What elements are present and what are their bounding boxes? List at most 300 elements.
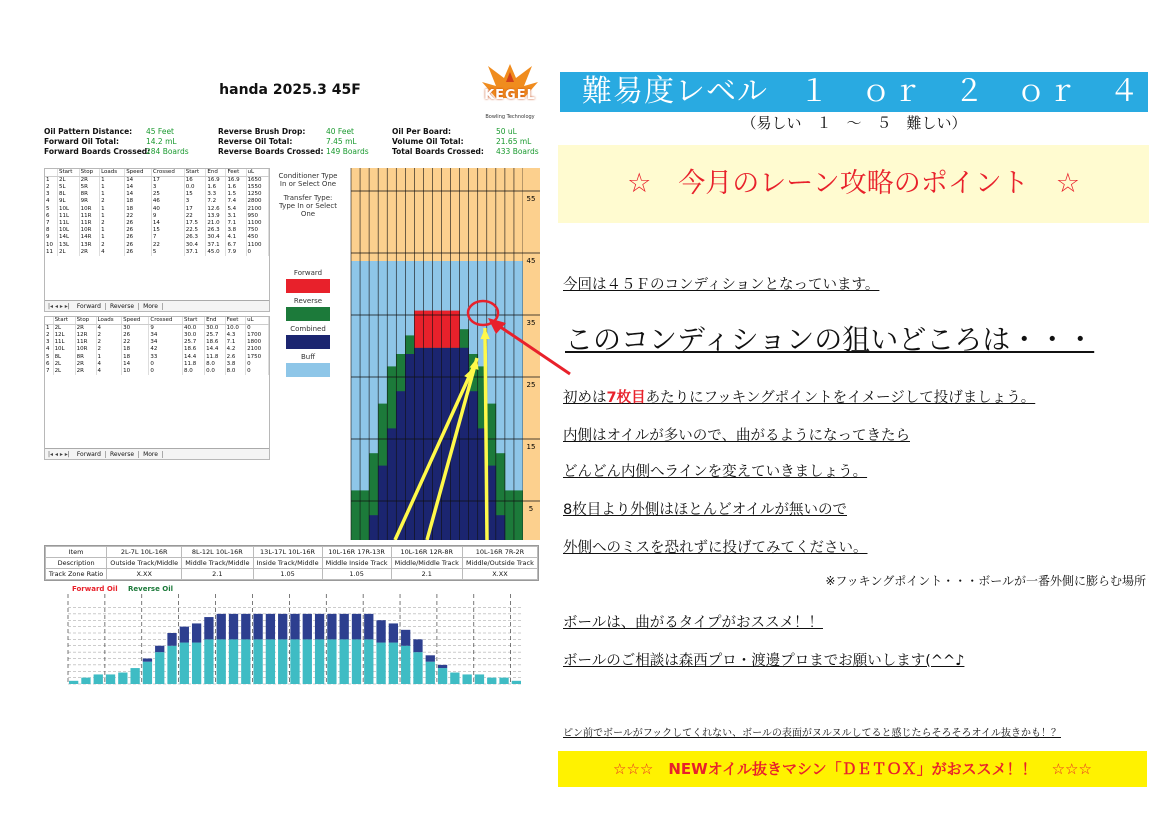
table-cell[interactable]: 18 <box>125 206 152 213</box>
table-cell[interactable]: 16.9 <box>206 177 226 185</box>
table-cell[interactable]: 3.8 <box>226 227 246 234</box>
table-cell[interactable]: 2 <box>100 198 125 205</box>
table-cell[interactable]: 6 <box>45 361 53 368</box>
table-cell: Middle/Outside Track <box>462 558 537 569</box>
table-cell[interactable]: 2 <box>100 242 125 249</box>
table-cell[interactable]: 13.9 <box>206 213 226 220</box>
param-value: 7.45 mL <box>326 137 357 146</box>
table-cell[interactable]: 12.6 <box>206 206 226 213</box>
table-cell[interactable]: 1 <box>100 177 125 185</box>
table-cell[interactable]: 5 <box>45 206 58 213</box>
type-controls <box>278 172 338 224</box>
table-cell[interactable]: 1650 <box>246 177 268 185</box>
oil-legend <box>284 265 332 377</box>
tab-reverse[interactable]: Reverse <box>106 303 139 310</box>
table-cell[interactable]: 1250 <box>246 191 268 198</box>
reverse-oil-bar <box>512 681 521 684</box>
sheet-tabs <box>45 448 269 459</box>
table-cell[interactable]: 1100 <box>246 242 268 249</box>
table-cell[interactable]: 9L <box>58 198 80 205</box>
point-title-box: ☆ 今月のレーン攻略のポイント ☆ <box>558 145 1149 223</box>
table-cell: X.XX <box>462 569 537 580</box>
table-cell[interactable]: 0 <box>149 361 183 368</box>
transfer-select[interactable]: Transfer Type: Type In or Select One <box>278 194 337 218</box>
table-cell[interactable]: 11.8 <box>182 361 204 368</box>
table-cell[interactable]: 14 <box>125 191 152 198</box>
table-cell[interactable]: 4 <box>45 198 58 205</box>
reverse-oil-bar <box>241 639 250 684</box>
table-row <box>45 332 269 339</box>
param-label: Reverse Oil Total: <box>218 137 293 146</box>
table-cell[interactable]: 2 <box>96 332 122 339</box>
feet-tick-label: 5 <box>528 505 534 513</box>
forward-oil-bar <box>340 614 349 640</box>
table-cell[interactable]: 4 <box>96 368 122 375</box>
table-row <box>45 368 269 375</box>
column-header[interactable]: Start <box>58 169 80 177</box>
reverse-oil-bar <box>290 639 299 684</box>
table-cell: Item <box>46 547 107 558</box>
table-cell[interactable]: 18.6 <box>182 346 204 353</box>
table-cell[interactable]: 1 <box>100 206 125 213</box>
table-cell[interactable]: 15 <box>184 191 206 198</box>
oil-cell-reverse <box>351 490 360 540</box>
table-cell[interactable]: 33 <box>149 354 183 361</box>
column-header[interactable]: Feet <box>226 169 246 177</box>
table-cell[interactable]: 2R <box>79 177 99 185</box>
forward-oil-bar <box>352 614 361 640</box>
table-cell[interactable]: 1 <box>100 227 125 234</box>
table-cell[interactable]: 2100 <box>246 346 269 353</box>
table-cell[interactable]: 4.1 <box>226 234 246 241</box>
table-cell[interactable]: 7.1 <box>225 339 246 346</box>
reverse-oil-bar <box>389 643 398 684</box>
table-cell[interactable]: 34 <box>149 339 183 346</box>
table-cell[interactable]: 10 <box>122 368 149 375</box>
table-cell[interactable]: 11L <box>58 220 80 227</box>
reverse-oil-bar <box>327 639 336 684</box>
reverse-oil-bar <box>376 643 385 684</box>
table-cell[interactable]: 46 <box>151 198 184 205</box>
table-cell[interactable]: 26 <box>125 220 152 227</box>
table-cell[interactable]: 11L <box>58 213 80 220</box>
table-cell[interactable]: 17.5 <box>184 220 206 227</box>
param-label: Oil Pattern Distance: <box>44 127 133 136</box>
param-value: 45 Feet <box>146 127 175 136</box>
table-cell[interactable]: 18 <box>122 346 149 353</box>
feet-tick-label: 55 <box>526 195 536 203</box>
table-cell[interactable]: 8L <box>53 354 75 361</box>
forward-oil-bar <box>413 639 422 652</box>
table-cell[interactable]: 1800 <box>246 339 269 346</box>
table-cell[interactable]: 2L <box>53 361 75 368</box>
table-cell[interactable]: 9 <box>151 213 184 220</box>
hook-point-note: ※フッキングポイント・・・ボールが一番外側に膨らむ場所 <box>825 574 1146 588</box>
table-cell[interactable]: 2R <box>75 325 96 333</box>
table-cell[interactable]: 8R <box>75 354 96 361</box>
table-cell[interactable]: 3 <box>45 191 58 198</box>
forward-oil-bar <box>315 614 324 640</box>
table-cell[interactable]: 5L <box>58 184 80 191</box>
tip-line-2: 内側はオイルが多いので、曲がるようになってきたら <box>563 428 910 444</box>
reverse-oil-bar <box>340 639 349 684</box>
table-cell[interactable]: 22 <box>122 339 149 346</box>
table-cell[interactable]: 11.8 <box>205 354 226 361</box>
table-cell[interactable]: 5R <box>79 184 99 191</box>
column-header[interactable]: Stop <box>75 317 96 325</box>
table-cell[interactable]: 2 <box>96 339 122 346</box>
table-cell: 2L-7L 10L-16R <box>107 547 182 558</box>
table-cell[interactable]: 1.6 <box>226 184 246 191</box>
table-cell[interactable]: 0.0 <box>184 184 206 191</box>
table-cell[interactable]: 6 <box>45 213 58 220</box>
table-cell[interactable]: 10R <box>79 206 99 213</box>
table-cell[interactable]: 10.0 <box>225 325 246 333</box>
table-cell[interactable]: 7.1 <box>226 220 246 227</box>
table-cell[interactable]: 10L <box>58 206 80 213</box>
table-cell[interactable]: 2 <box>45 184 58 191</box>
sheet-nav-arrows[interactable]: |◂ ◂ ▸ ▸| <box>48 302 70 310</box>
table-cell[interactable]: 15 <box>151 227 184 234</box>
table-cell: 10L-16R 17R-13R <box>322 547 391 558</box>
difficulty-scale: （易しい １ ～ ５ 難しい） <box>741 114 967 132</box>
table-cell[interactable]: 5 <box>151 249 184 256</box>
table-cell[interactable]: 0.0 <box>205 368 226 375</box>
legend-label: Forward <box>293 269 323 277</box>
table-cell[interactable]: 2.6 <box>225 354 246 361</box>
table-cell[interactable]: 7.4 <box>226 198 246 205</box>
table-cell[interactable]: 1 <box>100 191 125 198</box>
table-cell[interactable]: 1 <box>45 177 58 185</box>
forward-sheet <box>44 168 270 312</box>
table-cell[interactable]: 450 <box>246 234 268 241</box>
reverse-oil-bar <box>450 673 459 684</box>
table-cell[interactable]: 9 <box>149 325 183 333</box>
table-cell[interactable]: 3 <box>151 184 184 191</box>
table-cell[interactable]: 3 <box>45 339 53 346</box>
table-cell[interactable]: 30 <box>122 325 149 333</box>
table-cell[interactable]: 0 <box>246 325 269 333</box>
table-cell[interactable]: 3 <box>184 198 206 205</box>
pattern-title: handa 2025.3 45F <box>219 82 361 98</box>
table-cell[interactable]: 26.3 <box>184 234 206 241</box>
table-cell[interactable]: 950 <box>246 213 268 220</box>
table-row <box>45 346 269 353</box>
table-cell[interactable]: 9R <box>79 198 99 205</box>
table-cell[interactable]: 10 <box>45 242 58 249</box>
table-cell[interactable]: 7 <box>45 220 58 227</box>
table-cell[interactable]: 7.9 <box>226 249 246 256</box>
column-header[interactable]: Feet <box>225 317 246 325</box>
table-cell[interactable]: 13R <box>79 242 99 249</box>
table-cell[interactable]: 45.0 <box>206 249 226 256</box>
ball-tip-2: ボールのご相談は森西プロ・渡邊プロまでお願いします(^^♪ <box>563 653 965 669</box>
table-cell[interactable]: 37.1 <box>206 242 226 249</box>
table-cell[interactable]: 0 <box>246 361 269 368</box>
table-cell[interactable]: 3.8 <box>225 361 246 368</box>
reverse-oil-bar <box>401 646 410 684</box>
column-header[interactable]: Speed <box>122 317 149 325</box>
table-row <box>45 191 269 198</box>
table-cell[interactable]: 18 <box>125 198 152 205</box>
table-cell[interactable]: 14.4 <box>205 346 226 353</box>
table-cell: 2.1 <box>391 569 462 580</box>
table-cell[interactable]: 26 <box>125 242 152 249</box>
table-cell[interactable]: 11L <box>53 339 75 346</box>
oil-cell-combined <box>469 391 478 540</box>
param-value: 433 Boards <box>496 147 539 156</box>
table-cell[interactable]: 4.3 <box>225 332 246 339</box>
table-cell[interactable]: 13L <box>58 242 80 249</box>
feet-tick-label: 15 <box>526 443 536 451</box>
oil-cell-combined <box>369 515 378 540</box>
table-cell[interactable]: 22 <box>184 213 206 220</box>
table-cell[interactable]: 1550 <box>246 184 268 191</box>
table-cell[interactable]: 2R <box>75 368 96 375</box>
forward-oil-bar <box>401 630 410 646</box>
table-cell[interactable]: 26 <box>125 234 152 241</box>
table-cell[interactable]: 5.4 <box>226 206 246 213</box>
table-cell[interactable]: 14L <box>58 234 80 241</box>
legend-swatch-forward <box>286 279 330 293</box>
table-cell[interactable]: 17 <box>184 206 206 213</box>
table-cell[interactable]: 30.4 <box>206 234 226 241</box>
column-header[interactable]: End <box>206 169 226 177</box>
table-cell[interactable]: 1 <box>100 234 125 241</box>
table-cell[interactable]: 18 <box>122 354 149 361</box>
pointer-arrow-head <box>488 318 506 334</box>
reverse-oil-bar <box>266 639 275 684</box>
table-cell[interactable]: 8.0 <box>225 368 246 375</box>
table-cell[interactable]: 1100 <box>246 220 268 227</box>
reverse-oil-bar <box>229 639 238 684</box>
table-cell[interactable]: 6.7 <box>226 242 246 249</box>
table-cell[interactable]: 14 <box>151 220 184 227</box>
table-cell[interactable]: 30.0 <box>182 332 204 339</box>
param-value: 284 Boards <box>146 147 189 156</box>
table-cell[interactable]: 22 <box>151 242 184 249</box>
table-cell[interactable]: 4 <box>45 346 53 353</box>
difficulty-heading: 難易度レベル １ ｏｒ ２ ｏｒ ４ <box>560 72 1148 112</box>
table-cell[interactable]: 4 <box>100 249 125 256</box>
column-header[interactable]: Speed <box>125 169 152 177</box>
sheet-nav-arrows[interactable]: |◂ ◂ ▸ ▸| <box>48 450 70 458</box>
table-cell[interactable]: 34 <box>149 332 183 339</box>
table-cell[interactable]: 8.0 <box>182 368 204 375</box>
table-cell[interactable]: 8 <box>45 227 58 234</box>
param-label: Forward Oil Total: <box>44 137 119 146</box>
table-cell[interactable]: 25.7 <box>182 339 204 346</box>
table-cell[interactable]: 26 <box>122 332 149 339</box>
table-cell[interactable]: 21.0 <box>206 220 226 227</box>
table-cell[interactable]: 16 <box>184 177 206 185</box>
table-cell[interactable]: 10L <box>53 346 75 353</box>
table-cell[interactable]: 1 <box>96 354 122 361</box>
column-header[interactable]: Stop <box>79 169 99 177</box>
oil-cell-forward <box>414 311 423 348</box>
table-cell[interactable]: 22 <box>125 213 152 220</box>
conditioner-select[interactable]: Conditioner Type In or Select One <box>278 172 338 188</box>
table-cell[interactable]: 1.6 <box>206 184 226 191</box>
table-cell[interactable]: 26.3 <box>206 227 226 234</box>
forward-oil-bar <box>155 646 164 652</box>
reverse-oil-bar <box>438 668 447 684</box>
table-cell[interactable]: 2R <box>75 361 96 368</box>
table-cell[interactable]: 9 <box>45 234 58 241</box>
table-cell[interactable]: 1 <box>100 213 125 220</box>
reverse-oil-bar <box>69 681 78 684</box>
table-cell[interactable]: 750 <box>246 227 268 234</box>
table-row <box>45 354 269 361</box>
table-cell[interactable]: 30.0 <box>205 325 226 333</box>
table-cell: 10L-16R 7R-2R <box>462 547 537 558</box>
tab-more[interactable]: More <box>139 451 163 458</box>
table-cell[interactable]: 2L <box>53 325 75 333</box>
table-cell[interactable]: 3.1 <box>226 213 246 220</box>
table-cell[interactable]: 5 <box>45 354 53 361</box>
tab-forward[interactable]: Forward <box>73 303 106 310</box>
param-label: Volume Oil Total: <box>392 137 464 146</box>
column-header[interactable]: Start <box>53 317 75 325</box>
table-cell[interactable]: 2100 <box>246 206 268 213</box>
oil-cell-reverse <box>505 490 514 540</box>
table-cell[interactable]: 4 <box>96 361 122 368</box>
table-cell[interactable]: 14 <box>122 361 149 368</box>
table-cell[interactable]: 7 <box>151 234 184 241</box>
table-cell: 1.05 <box>322 569 391 580</box>
column-header[interactable]: Loads <box>100 169 125 177</box>
reverse-sheet <box>44 316 270 460</box>
table-cell[interactable]: 0 <box>246 368 269 375</box>
param-value: 14.2 mL <box>146 137 177 146</box>
column-header[interactable]: Crossed <box>149 317 183 325</box>
tab-reverse[interactable]: Reverse <box>106 451 139 458</box>
forward-oil-bar <box>167 633 176 646</box>
forward-oil-bar <box>204 617 213 639</box>
column-header[interactable] <box>45 169 58 177</box>
feet-tick-label: 35 <box>526 319 536 327</box>
reverse-oil-bar <box>352 639 361 684</box>
param-label: Oil Per Board: <box>392 127 452 136</box>
oil-cell-reverse <box>514 490 523 540</box>
table-cell[interactable]: 10L <box>58 227 80 234</box>
column-header[interactable]: Crossed <box>151 169 184 177</box>
table-cell[interactable]: 40 <box>151 206 184 213</box>
table-cell[interactable]: 26 <box>125 249 152 256</box>
table-cell[interactable]: 17 <box>151 177 184 185</box>
table-cell[interactable]: 2 <box>100 220 125 227</box>
table-row <box>45 249 269 256</box>
table-cell[interactable]: 10R <box>79 227 99 234</box>
table-cell[interactable]: 26 <box>125 227 152 234</box>
table-cell[interactable]: 12R <box>75 332 96 339</box>
reverse-oil-bar <box>167 646 176 684</box>
table-cell[interactable]: 14R <box>79 234 99 241</box>
table-cell[interactable]: 3.3 <box>206 191 226 198</box>
forward-oil-bar <box>376 620 385 642</box>
table-cell[interactable]: 2L <box>58 249 80 256</box>
table-cell[interactable]: 37.1 <box>184 249 206 256</box>
table-row <box>45 234 269 241</box>
table-cell[interactable]: 14 <box>125 184 152 191</box>
table-cell[interactable]: 7 <box>45 368 53 375</box>
forward-oil-bar <box>253 614 262 640</box>
column-header[interactable] <box>45 317 53 325</box>
table-cell[interactable]: 2L <box>58 177 80 185</box>
table-cell[interactable]: 11R <box>75 339 96 346</box>
table-cell[interactable]: 8L <box>58 191 80 198</box>
pattern-parameters <box>44 127 540 157</box>
table-cell[interactable]: 1 <box>100 184 125 191</box>
table-cell[interactable]: 2800 <box>246 198 268 205</box>
table-cell[interactable]: 8.0 <box>205 361 226 368</box>
forward-oil-bar <box>389 623 398 642</box>
table-cell[interactable]: 10R <box>75 346 96 353</box>
sheet-header-row <box>45 317 269 325</box>
table-cell: 13L-17L 10L-16R <box>253 547 322 558</box>
table-cell[interactable]: 7.2 <box>206 198 226 205</box>
table-cell[interactable]: 4 <box>96 325 122 333</box>
table-cell[interactable]: 25 <box>151 191 184 198</box>
track-zone-table <box>44 545 539 581</box>
table-cell[interactable]: 11 <box>45 249 58 256</box>
tab-forward[interactable]: Forward <box>73 451 106 458</box>
column-header[interactable]: uL <box>246 169 268 177</box>
feet-tick-label: 45 <box>526 257 536 265</box>
table-cell[interactable]: 2 <box>96 346 122 353</box>
table-cell[interactable]: 14.4 <box>182 354 204 361</box>
table-cell[interactable]: 2R <box>79 249 99 256</box>
column-header[interactable]: Start <box>184 169 206 177</box>
table-cell[interactable]: 0 <box>149 368 183 375</box>
table-row <box>45 242 269 249</box>
table-cell[interactable]: 1700 <box>246 332 269 339</box>
table-cell[interactable]: 2 <box>45 332 53 339</box>
table-cell[interactable]: 4.2 <box>225 346 246 353</box>
table-cell[interactable]: 25.7 <box>205 332 226 339</box>
oil-removal-note: ピン前でボールがフックしてくれない、ボールの表面がヌルヌルしてると感じたらそろそろオイル抜きかも！？ <box>563 728 1061 739</box>
table-cell[interactable]: 1750 <box>246 354 269 361</box>
column-header[interactable]: uL <box>246 317 269 325</box>
tab-more[interactable]: More <box>139 303 163 310</box>
forward-oil-bar <box>241 614 250 640</box>
column-header[interactable]: Loads <box>96 317 122 325</box>
table-cell[interactable]: 40.0 <box>182 325 204 333</box>
table-cell: 2.1 <box>182 569 253 580</box>
table-cell[interactable]: 18.6 <box>205 339 226 346</box>
table-cell[interactable]: 22.5 <box>184 227 206 234</box>
oil-cell-forward <box>442 311 451 348</box>
table-cell[interactable]: 11R <box>79 213 99 220</box>
table-cell[interactable]: 30.4 <box>184 242 206 249</box>
table-cell[interactable]: 12L <box>53 332 75 339</box>
table-cell[interactable]: 11R <box>79 220 99 227</box>
table-cell[interactable]: 14 <box>125 177 152 185</box>
column-header[interactable]: End <box>205 317 226 325</box>
reverse-oil-bar <box>130 668 139 684</box>
table-cell: Track Zone Ratio <box>46 569 107 580</box>
table-cell[interactable]: 2L <box>53 368 75 375</box>
table-cell[interactable]: 1.5 <box>226 191 246 198</box>
ball-tip-1: ボールは、曲がるタイプがおススメ！！ <box>563 615 823 631</box>
table-cell[interactable]: 0 <box>246 249 268 256</box>
table-cell[interactable]: 8R <box>79 191 99 198</box>
column-header[interactable]: Start <box>182 317 204 325</box>
table-cell[interactable]: 42 <box>149 346 183 353</box>
reverse-oil-bar <box>192 643 201 684</box>
table-cell[interactable]: 16.9 <box>226 177 246 185</box>
table-cell[interactable]: 1 <box>45 325 53 333</box>
